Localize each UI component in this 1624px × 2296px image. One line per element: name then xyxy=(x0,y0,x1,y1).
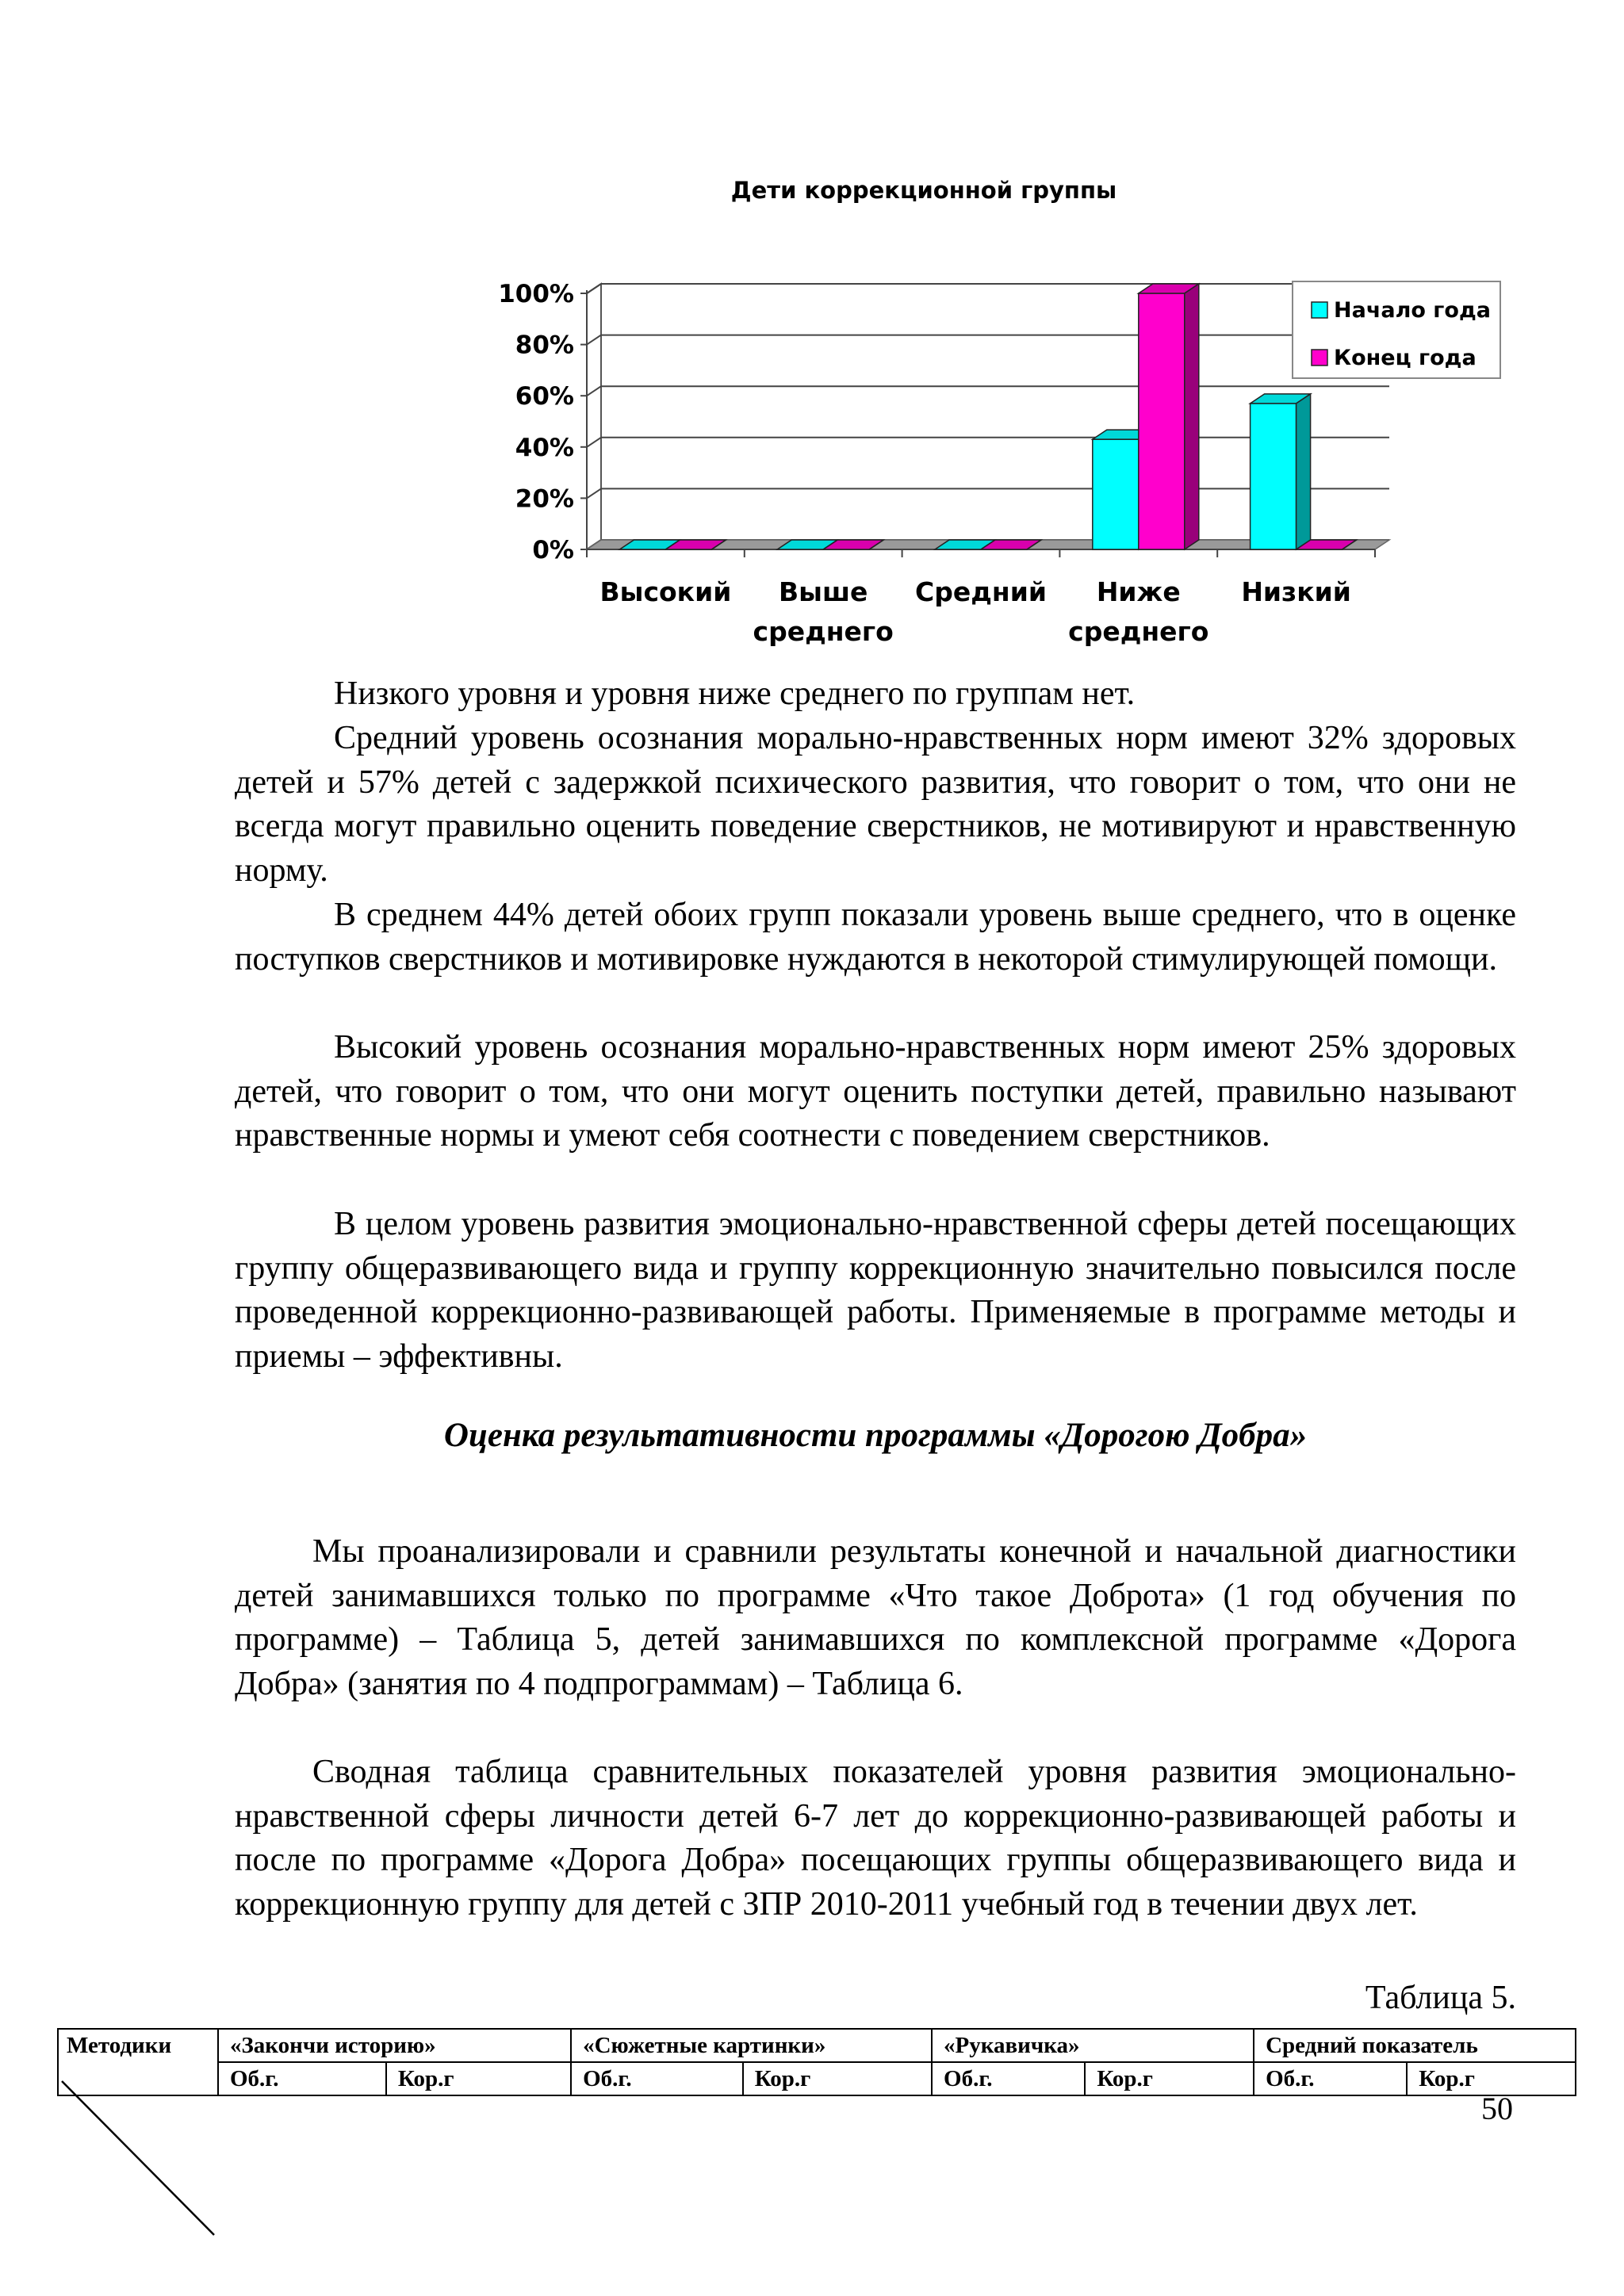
y-tick-label: 100% xyxy=(498,280,574,308)
table-subheader-row xyxy=(58,2062,1576,2095)
paragraph-7: Сводная таблица сравнительных показателей уровня развития эмоционально-нравственной сферы личности детей 6-7 лет до коррекционно-развивающей работы и после по программе «Дорога Добра» посещающих группы общеразвивающего вида и коррекционную группу для детей с ЗПР 2010-2011 учебный год в течении двух лет. xyxy=(235,1754,1516,1923)
table-subheader: Об.г. xyxy=(218,2062,386,2095)
bar-side xyxy=(1185,284,1199,549)
bar-chart xyxy=(444,159,1570,666)
chart-title: Дети коррекционной группы xyxy=(730,177,1117,204)
paragraph-3: В среднем 44% детей обоих групп показали уровень выше среднего, что в оценке поступков сверстников и мотивировке нуждаются в некоторой стимулирующей помощи. xyxy=(235,897,1516,978)
table-group-header: «Сюжетные картинки» xyxy=(571,2029,932,2062)
y-tick-label: 0% xyxy=(532,536,574,564)
y-tick-label: 40% xyxy=(515,433,574,462)
table-subheader: Кор.г xyxy=(1085,2062,1254,2095)
x-tick-label: среднего xyxy=(1068,616,1209,647)
table-subheader: Кор.г xyxy=(1407,2062,1576,2095)
table-header-row xyxy=(58,2029,1576,2062)
page-number: 50 xyxy=(1481,2091,1513,2126)
table-group-header: «Закончи историю» xyxy=(218,2029,571,2062)
paragraph-2: Средний уровень осознания морально-нравственных норм имеют 32% здоровых детей и 57% детей с задержкой психического развития, что говорит о том, что они не всегда могут правильно оценить поведение сверстников, не мотивируют и нравственную норму. xyxy=(235,720,1516,889)
chart-plot-area xyxy=(498,280,1500,647)
bar-front xyxy=(1139,293,1185,549)
bar-front xyxy=(1093,439,1139,549)
x-tick-label: среднего xyxy=(753,616,894,647)
paragraph-6: Мы проанализировали и сравнили результаты конечной и начальной диагностики детей занимавшихся только по программе «Что такое Доброта» (1 год обучения по программе) – Таблица 5, детей занимавшихся по комплексной программе «Дорога Добра» (занятия по 4 подпрограммам) – Таблица 6. xyxy=(235,1533,1516,1702)
x-tick-label: Высокий xyxy=(599,576,732,607)
paragraph-5: В целом уровень развития эмоционально-нравственной сферы детей посещающих группу общеразвивающего вида и группу коррекционную значительно повысился после проведенной коррекционно-развивающей работы. Применяемые в программе методы и приемы – эффективны. xyxy=(235,1206,1516,1375)
x-tick-label: Выше xyxy=(778,576,868,607)
legend-swatch xyxy=(1312,350,1327,365)
y-tick-label: 20% xyxy=(515,484,574,514)
section-heading: Оценка результативности программы «Дорогою Добра» xyxy=(443,1417,1308,1454)
bar-side xyxy=(1297,394,1311,549)
table-subheader: Об.г. xyxy=(1254,2062,1407,2095)
legend-label: Конец года xyxy=(1334,346,1477,370)
table-subheader: Кор.г xyxy=(743,2062,932,2095)
paragraph-4: Высокий уровень осознания морально-нравственных норм имеют 25% здоровых детей, что говорит о том, что они могут оценить поступки детей, правильно называют нравственные нормы и умеют себя соотнести с поведением сверстников. xyxy=(235,1029,1516,1154)
table-group-header: «Рукавичка» xyxy=(932,2029,1254,2062)
x-tick-label: Средний xyxy=(915,576,1047,607)
table-subheader: Об.г. xyxy=(571,2062,743,2095)
x-tick-label: Низкий xyxy=(1241,576,1351,607)
y-tick-label: 80% xyxy=(515,331,574,360)
x-tick-label: Ниже xyxy=(1096,576,1181,607)
table-corner-label: Методики xyxy=(67,2033,172,2058)
paragraph-1: Низкого уровня и уровня ниже среднего по группам нет. xyxy=(334,675,1136,712)
chart-left-wall xyxy=(587,284,601,549)
chart-svg xyxy=(444,159,1570,666)
y-tick-label: 60% xyxy=(515,382,574,411)
table-subheader: Кор.г xyxy=(386,2062,571,2095)
diagonal-line xyxy=(62,2081,214,2235)
table-caption: Таблица 5. xyxy=(1365,1980,1516,2016)
table-corner-diagonal xyxy=(57,2028,216,2290)
bar-front xyxy=(1251,404,1297,549)
legend-label: Начало года xyxy=(1334,298,1491,323)
table-group-header: Средний показатель xyxy=(1254,2029,1576,2062)
table-subheader: Об.г. xyxy=(932,2062,1085,2095)
legend-swatch xyxy=(1312,302,1327,318)
results-table xyxy=(57,2028,1576,2096)
